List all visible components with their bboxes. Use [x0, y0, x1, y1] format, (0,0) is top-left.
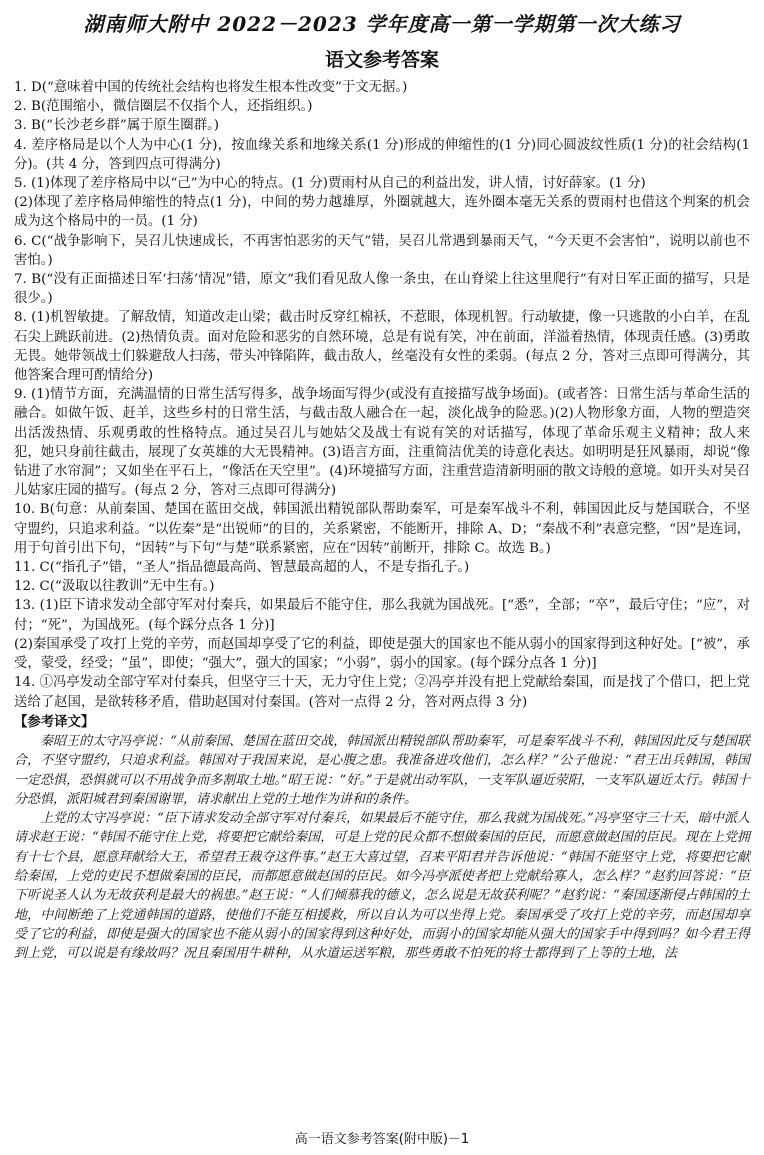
page-footer: 高一语文参考答案(附中版)－1 [294, 1132, 470, 1147]
answer-item-6: 6. C(“战争影响下，吴召儿快速成长，不再害怕恶劣的天气”错，吴召儿常遇到暴雨天气，“今天更不会害怕”，说明以前也不害怕。) [14, 233, 750, 268]
answer-item-13: 13. (1)臣下请求发动全部守军对付秦兵，如果最后不能守住，那么我就为国战死。[“悉”，全部；“卒”，最后守住；“应”，对付；“死”，为国战死。(每个踩分点各 1 分)] (2)秦国承受了攻打上党的辛劳，而赵国却享受了它的利益，即使是强大的国家也不能从弱小的国家得到这种好处。[“被”，承受，蒙受，经受；“虽”，即使；“强大”，强大的国家；“小弱”，弱小的国家。(每个踩分点各 1 分)] [14, 598, 750, 672]
answer-item-7: 7. B(“没有正面描述日军‘扫荡’情况”错，原文“我们看见敌人像一条虫，在山脊梁上往这里爬行”有对日军正面的描写，只是很少。) [14, 272, 750, 307]
reference-heading: 【参考译文】 [14, 714, 95, 730]
answer-item-3: 3. B(“长沙老乡群”属于原生圈群。) [14, 118, 219, 134]
answer-list [14, 78, 750, 712]
answer-item-2: 2. B(范围缩小，微信圈层不仅指个人，还指组织。) [14, 99, 313, 115]
answer-item-10: 10. B(句意：从前秦国、楚国在蓝田交战，韩国派出精锐部队帮助秦军，可是秦军战斗不利，韩国因此反与楚国联合，不坚守盟约，只追求利益。“以佐秦”是“出锐师”的目的，关系紧密，不能断开，排除 A、D；“秦战不利”表意完整，“因”是连词，用于句首引出下句，“因转”与下句“与楚”联系紧密，应在“因转”前断开，排除 C。故选 B。) [14, 502, 750, 556]
answer-item-11: 11. C(“指孔子”错，“圣人”指品德最高尚、智慧最高超的人，不是专指孔子。) [14, 560, 470, 576]
page-subtitle: 语文参考答案 [324, 49, 439, 71]
answer-item-14: 14. ①冯亭发动全部守军对付秦兵，但坚守三十天，无力守住上党；②冯亭并没有把上党献给秦国，而是找了个借口，把上党送给了赵国，是欲转移矛盾，借助赵国对付秦国。(答对一点得 2 分，答对两点得 3 分) [14, 675, 750, 710]
answer-item-8: 8. (1)机智敏捷。了解敌情，知道改走山梁；截击时反穿红棉袄，不惹眼，体现机智。行动敏捷，像一只逃散的小白羊，在乱石尖上跳跃前进。(2)热情负责。面对危险和恶劣的自然环境，总是有说有笑，冲在前面，洋溢着热情，体现责任感。(3)勇敢无畏。她带领战士们躲避敌人扫荡，带头冲锋陷阵，截击敌人，丝毫没有女性的柔弱。(每点 2 分，答对三点即可得满分，其他答案合理可酌情给分) [14, 310, 750, 384]
page-title: 湖南师大附中 2022－2023 学年度高一第一学期第一次大练习 [83, 12, 681, 36]
answer-item-4: 4. 差序格局是以个人为中心(1 分)，按血缘关系和地缘关系(1 分)形成的伸缩性的(1 分)同心圆波纹性质(1 分)的社会结构(1 分)。(共 4 分，答到四点可得满分) [14, 137, 750, 172]
reference-translation [14, 732, 750, 964]
translation-paragraph-2: 上党的太守冯亭说：“臣下请求发动全部守军对付秦兵，如果最后不能守住，那么我就为国战死。”冯亭坚守三十天，暗中派人请求赵王说：“韩国不能守住上党，将要把它献给秦国，可是上党的民众都不想做秦国的臣民，而愿意做赵国的臣民。现在上党拥有十七个县，愿意拜献给大王，希望君王裁夺这件事。”赵王大喜过望，召来平阳君并告诉他说：“韩国不能坚守上党，将要把它献给秦国，上党的吏民不想做秦国的臣民，而都愿意做赵国的臣民。如今冯亭派使者把上党献给寡人，怎么样？”赵豹回答说：“臣下听说圣人认为无故获利是最大的祸患。”赵王说：“人们倾慕我的德义，怎么说是无故获利呢？”赵豹说：“秦国逐渐侵占韩国的土地，中间断绝了上党通韩国的道路，使他们不能互相援救，所以自认为可以坐得上党。秦国承受了攻打上党的辛劳，而赵国却享受了它的利益，即使是强大的国家也不能从弱小的国家得到这种好处，而弱小的国家却能从强大的国家手中得到吗？如今君王得到上党，可以说是有缘故吗？况且秦国用牛耕种，从水道运送军粮，那些勇敢不怕死的将士都得到了上等的土地，法 [14, 811, 750, 962]
answer-item-9: 9. (1)情节方面，充满温情的日常生活写得多，战争场面写得少(或没有直接描写战争场面)。(或者答：日常生活与革命生活的融合。如做午饭、赶羊，这些乡村的日常生活，与截击敌人融合在一起，淡化战争的险恶。)(2)人物形象方面，人物的塑造突出活泼热情、乐观勇敢的性格特点。通过吴召儿与她姑父及战士有说有笑的对话描写，体现了革命乐观主义精神；敌人来犯，她只身前往截击，展现了女英雄的大无畏精神。(3)语言方面，注重简洁优美的诗意化表达。如明明是狂风暴雨，却说“像钻进了水帘洞”；又如坐在平石上，“像活在天空里”。(4)环境描写方面，注重营造清新明丽的散文诗般的意境。如开头对吴召儿姑家庄园的描写。(每点 2 分，答对三点即可得满分) [14, 387, 750, 499]
answer-item-5: 5. (1)体现了差序格局中以“己”为中心的特点。(1 分)贾雨村从自己的利益出发，讲人情，讨好薛家。(1 分) (2)体现了差序格局伸缩性的特点(1 分)，中间的势力越雄厚，外圈就越大，连外圈本毫无关系的贾雨村也借这个判案的机会成为这个格局中的一员。(1 分) [14, 176, 750, 230]
answer-item-12: 12. C(“汲取以往教训”无中生有。) [14, 579, 215, 595]
translation-paragraph-1: 秦昭王的太守冯亭说：“从前秦国、楚国在蓝田交战，韩国派出精锐部队帮助秦军，可是秦军战斗不利，韩国因此反与楚国联合，不坚守盟约，只追求利益。韩国对于我国来说，是心腹之患。我准备进攻他们，怎么样？”公子他说：“君王出兵韩国，韩国一定恐惧，恐惧就可以不用战争而多割取土地。”昭王说：“好。”于是就出动军队，一支军队逼近荥阳，一支军队逼近太行。韩国十分恐惧，派阳城君到秦国谢罪，请求献出上党的土地作为讲和的条件。 [14, 733, 750, 807]
answer-item-1: 1. D(“意味着中国的传统社会结构也将发生根本性改变”于文无据。) [14, 80, 408, 95]
